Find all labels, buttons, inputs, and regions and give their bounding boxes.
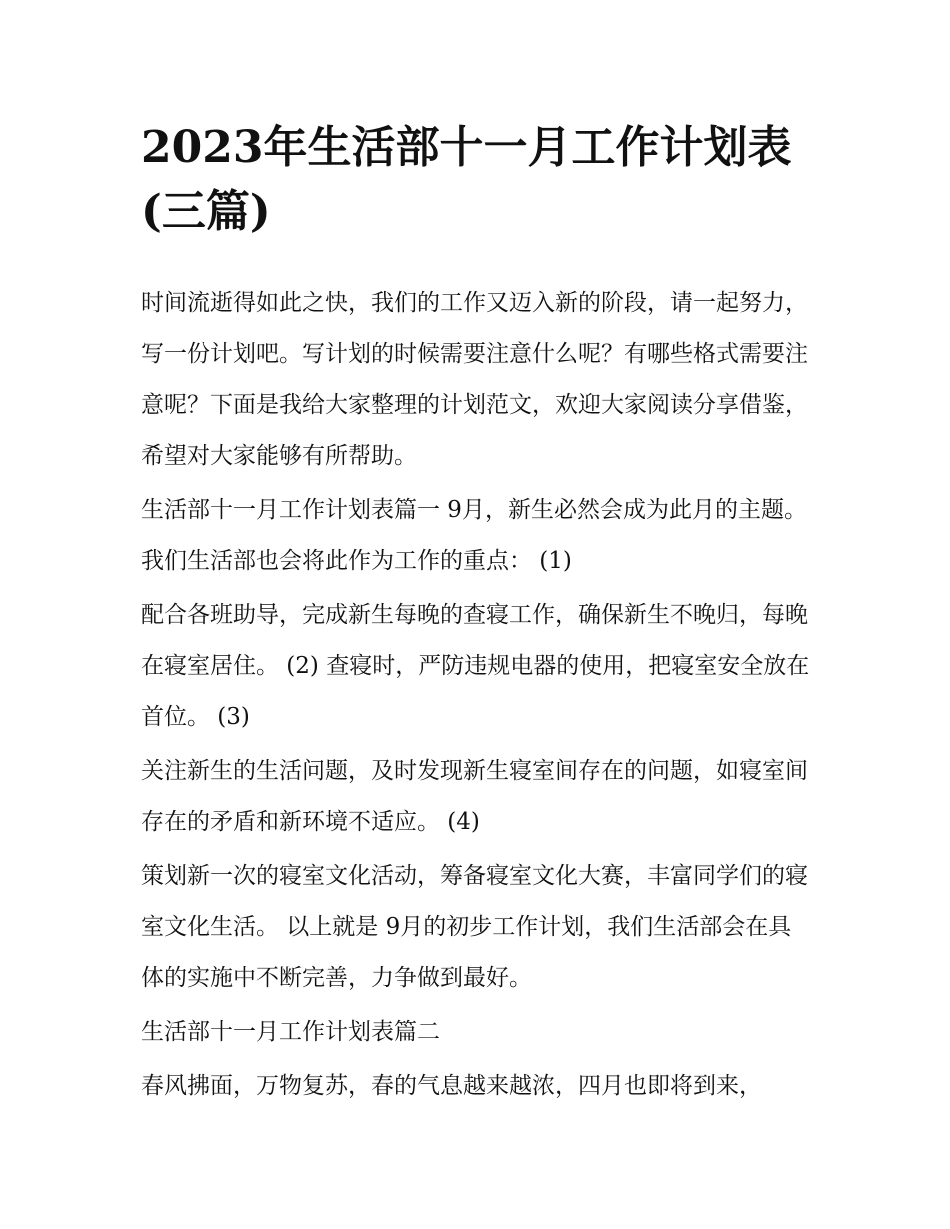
paragraph-intro: 时间流逝得如此之快，我们的工作又迈入新的阶段，请一起努力，写一份计划吧。写计划的时候需要注意什么呢？有哪些格式需要注意呢？下面是我给大家整理的计划范文，欢迎大家阅读分享借鉴，希望对大家能够有所帮助。 — [141, 290, 808, 469]
paragraph-item-1-2: 配合各班助导，完成新生每晚的查寝工作，确保新生不晚归，每晚在寝室居住。 (2) 查寝时，严防违规电器的使用，把寝室安全放在首位。 (3) — [141, 602, 810, 730]
paragraph-item-3: 关注新生的生活问题，及时发现新生寝室间存在的问题，如寝室间存在的矛盾和新环境不适应。 (4) — [141, 758, 808, 835]
section-heading-part2: 生活部十一月工作计划表篇二 — [141, 1019, 440, 1045]
paragraph-item-4: 策划新一次的寝室文化活动，筹备寝室文化大赛，丰富同学们的寝室文化生活。 以上就是 9月的初步工作计划，我们生活部会在具体的实施中不断完善，力争做到最好。 — [141, 863, 808, 991]
document-body — [141, 278, 813, 1112]
paragraph-part1-intro: 生活部十一月工作计划表篇一 9月，新生必然会成为此月的主题。我们生活部也会将此作为工作的重点： (1) — [141, 497, 807, 574]
paragraph-part2-start: 春风拂面，万物复苏，春的气息越来越浓，四月也即将到来， — [141, 1073, 762, 1099]
document-title: 2023年生活部十一月工作计划表(三篇) — [141, 122, 792, 237]
document-page — [141, 0, 813, 1115]
